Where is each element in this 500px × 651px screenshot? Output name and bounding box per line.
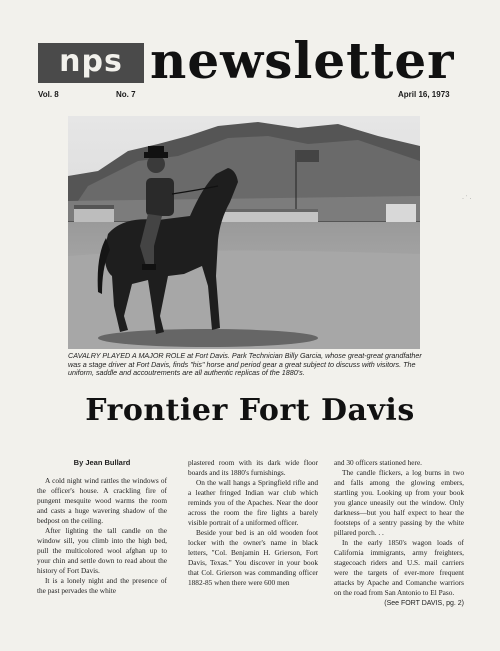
article-column-3 [334,458,464,609]
issue-date-label: April 16, 1973 [398,90,450,99]
continued-reference: (See FORT DAVIS, pg. 2) [384,600,464,607]
article-headline: Frontier Fort Davis [85,393,415,428]
col3-paragraph: and 30 officers stationed here. [334,458,423,467]
issue-number-label: No. 7 [116,90,136,99]
cavalry-photo [68,116,420,349]
cavalry-photo-illustration [68,116,420,349]
article-column-2 [188,458,318,588]
nps-logo-box: nps [38,43,144,83]
col2-paragraph: Beside your bed is an old wooden foot locker with the owner's name in black letters, "Col. Benjamin H. Grierson, Fort Davis, Texas." You discover in your book that Col. Grierson was commanding officer 1882-85 when there were 600 men [188,528,318,587]
article-column-1 [37,458,167,596]
col3-paragraph: The candle flickers, a log burns in two and falls among the glowing embers, startling you. Looking up from your book you glance uneasily out the window. Only darkness—but you half expect to hear the footsteps of a sentry passing by the white pillared porch. . . [334,468,464,537]
col2-paragraph: On the wall hangs a Springfield rifle and a leather fringed Indian war club which reminds you of the Apaches. Near the door across the room the fire lights a barely visible portrait of a uniformed officer. [188,478,318,527]
scan-specks-decoration: · ˙ · [462,196,472,202]
col2-paragraph: plastered room with its dark wide floor boards and its 1880's furnishings. [188,458,318,477]
article-byline: By Jean Bullard [73,458,131,467]
col1-paragraph: A cold night wind rattles the windows of the officer's house. A crackling fire of pungent mesquite wood warms the room and casts a huge wavering shadow of the bedpost on the ceiling. [37,476,167,525]
volume-label: Vol. 8 [38,90,59,99]
col1-paragraph: After lighting the tall candle on the window sill, you climb into the high bed, pull the multicolored wool afghan up to your chin and settle down to read about the history of Fort Davis. [37,526,167,575]
photo-caption: CAVALRY PLAYED A MAJOR ROLE at Fort Davis. Park Technician Billy Garcia, whose great-great grandfather was a stage driver at Fort Davis, finds "his" horse and period gear a great subject to discuss with visitors. The uniform, saddle and accoutrements are all authentic replicas of the 1880's. [68,351,422,378]
col1-paragraph: It is a lonely night and the presence of the past pervades the white [37,576,167,595]
newsletter-title: newsletter [150,31,455,90]
col3-paragraph: In the early 1850's wagon loads of California immigrants, army freighters, stagecoach riders and U.S. mail carriers were the targets of ever-more frequent attacks by Apache and Comanche warriors on the road from San Antonio to El Paso. [334,538,464,597]
